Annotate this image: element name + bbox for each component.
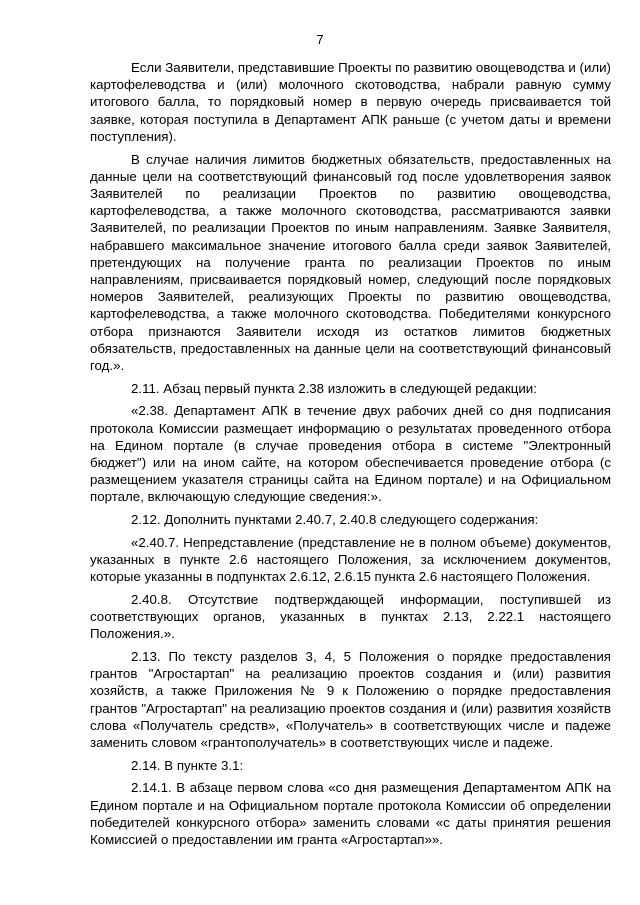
paragraph: Если Заявители, представившие Проекты по развитию овощеводства и (или) картофелеводства и (или) молочного скотоводства, набрали равную сумму итогового балла, то порядковый номер в первую очередь присваивается той заявке, которая поступила в Департамент АПК раньше (с учетом даты и времени поступления). [90, 60, 611, 144]
paragraph: 2.11. Абзац первый пункта 2.38 изложить в следующей редакции: [131, 380, 537, 396]
document-body [90, 59, 611, 854]
paragraph: 2.12. Дополнить пунктами 2.40.7, 2.40.8 следующего содержания: [131, 512, 539, 528]
paragraph: 2.40.8. Отсутствие подтверждающей информации, поступившей из соответствующих органов, указанных в пунктах 2.13, 2.22.1 настоящего Положения.». [90, 591, 611, 642]
paragraph: «2.40.7. Непредставление (представление не в полном объеме) документов, указанных в пункте 2.6 настоящего Положения, за исключением документов, которые указанны в подпунктах 2.6.12, 2.6.15 пункта 2.6 настоящего Положения. [90, 534, 611, 585]
paragraph: 2.14. В пункте 3.1: [131, 757, 244, 773]
paragraph: В случае наличия лимитов бюджетных обязательств, предоставленных на данные цели на соответствующий финансовый год после удовлетворения заявок Заявителей по реализации Проектов по развитию овощеводства, картофелеводства, а также молочного скотоводства, рассматриваются заявки Заявителей, по реализации Проектов по иным направлениям. Заявке Заявителя, набравшего максимальное значение итогового балла среди заявок Заявителей, претендующих на получение гранта по реализации Проектов по иным направлениям, присваивается порядковый номер, следующий после порядковых номеров Заявителей, реализующих Проекты по развитию овощеводства, картофелеводства, а также молочного скотоводства. Победителями конкурсного отбора признаются Заявители исходя из остатков лимитов бюджетных обязательств, предоставленных на данные цели на соответствующий финансовый год.». [90, 151, 611, 373]
page-number: 7 [316, 32, 324, 47]
paragraph: 2.14.1. В абзаце первом слова «со дня размещения Департаментом АПК на Едином портале и на Официальном портале протокола Комиссии об определении победителей конкурсного отбора» заменить словами «с даты принятия решения Комиссией о предоставлении им гранта «Агростартап»». [90, 780, 611, 848]
paragraph: 2.13. По тексту разделов 3, 4, 5 Положения о порядке предоставления грантов "Агростартап" на реализацию проектов создания и (или) развития хозяйств, а также Приложения № 9 к Положению о порядке предоставления грантов "Агростартап" на реализацию проектов создания и (или) развития хозяйств слова «Получатель средств», «Получатель» в соответствующих числе и падеже заменить словом «грантополучатель» в соответствующих числе и падеже. [90, 649, 611, 751]
paragraph: «2.38. Департамент АПК в течение двух рабочих дней со дня подписания протокола Комиссии размещает информацию о результатах проведенного отбора на Едином портале (в случае проведения отбора в системе "Электронный бюджет") или на ином сайте, на котором обеспечивается проведение отбора (с размещением указателя страницы сайта на Едином портале) и на Официальном портале, включающую следующие сведения:». [90, 403, 611, 505]
